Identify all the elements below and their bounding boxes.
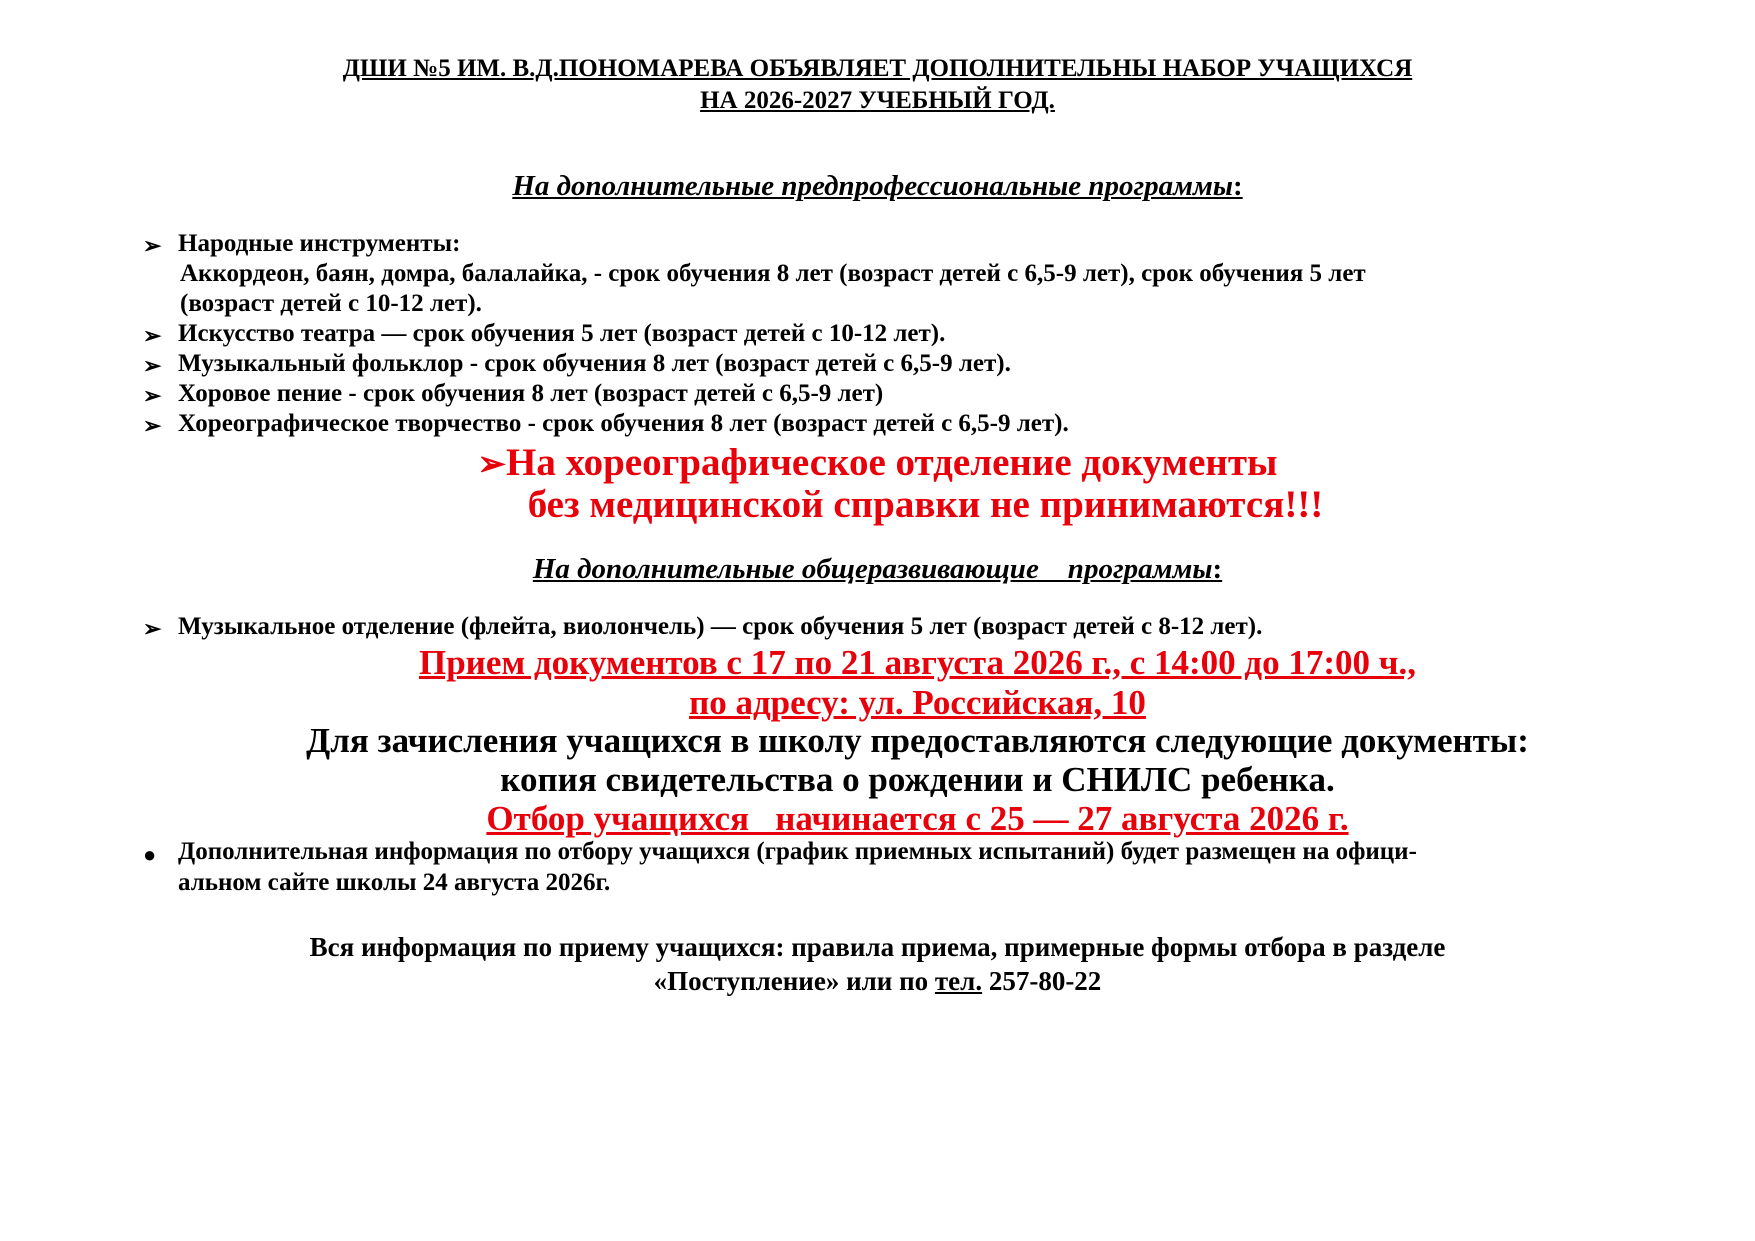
preprofessional-heading [0,170,1755,203]
additional-info-line-1: Дополнительная информация по отбору учащихся (график приемных испытаний) будет размещен на офици- [178,838,1417,865]
warning-text: На хореографическое отделение документы [505,441,1278,484]
program-item-detail: (возраст детей с 10-12 лет). [180,290,482,317]
footer-line-2 [0,966,1755,997]
round-bullet-icon: ● [143,842,157,867]
admission-address: по адресу: ул. Российская, 10 [689,683,1146,722]
additional-info-line-2: альном сайте школы 24 августа 2026г. [178,869,611,896]
arrowhead-bullet-icon: ➢ [477,446,506,483]
arrowhead-bullet-icon: ➢ [143,233,162,258]
general-heading-colon: : [1212,553,1223,585]
program-item: Музыкальный фольклор - срок обучения 8 лет (возраст детей с 6,5-9 лет). [178,350,1011,377]
medical-certificate-warning-line-2: без медицинской справки не принимаются!!! [527,483,1324,526]
arrowhead-bullet-icon: ➢ [143,616,162,641]
title-line-1: ДШИ №5 ИМ. В.Д.ПОНОМАРЕВА ОБЪЯВЛЯЕТ ДОПОЛНИТЕЛЬНЫ НАБОР УЧАЩИХСЯ [342,55,1413,82]
arrowhead-bullet-icon: ➢ [143,413,162,438]
general-heading [0,553,1755,586]
title-line-2: НА 2026-2027 УЧЕБНЫЙ ГОД. [700,87,1055,114]
program-item-title: Народные инструменты: [178,230,461,257]
footer-line-1: Вся информация по приему учащихся: правила приема, примерные формы отбора в разделе [309,932,1446,962]
arrowhead-bullet-icon: ➢ [143,383,162,408]
arrowhead-bullet-icon: ➢ [143,353,162,378]
program-item: Хореографическое творчество - срок обучения 8 лет (возраст детей с 6,5-9 лет). [178,410,1069,437]
medical-certificate-warning-line-1 [0,440,1755,485]
program-item: Хоровое пение - срок обучения 8 лет (возраст детей с 6,5-9 лет) [178,380,884,407]
preprofessional-heading-text: На дополнительные предпрофессиональные программы [512,170,1234,202]
required-documents-line-1: Для зачисления учащихся в школу предоставляются следующие документы: [306,721,1529,760]
admission-dates: Прием документов с 17 по 21 августа 2026 г., с 14:00 до 17:00 ч., [418,643,1416,682]
program-item: Искусство театра — срок обучения 5 лет (возраст детей с 10-12 лет). [178,320,946,347]
general-heading-text: На дополнительные общеразвивающие программы [532,553,1213,585]
program-item: Музыкальное отделение (флейта, виолончель) — срок обучения 5 лет (возраст детей с 8-12 лет). [178,613,1263,640]
selection-dates: Отбор учащихся начинается с 25 — 27 августа 2026 г. [486,799,1349,838]
phone-number: 257-80-22 [982,966,1102,996]
program-item-detail: Аккордеон, баян, домра, балалайка, - срок обучения 8 лет (возраст детей с 6,5-9 лет), срок обучения 5 лет [180,260,1366,287]
required-documents-line-2: копия свидетельства о рождении и СНИЛС ребенка. [500,760,1335,799]
footer-text: «Поступление» или по [653,966,935,996]
phone-label: тел. [934,966,983,996]
arrowhead-bullet-icon: ➢ [143,323,162,348]
preprofessional-heading-colon: : [1233,170,1243,202]
